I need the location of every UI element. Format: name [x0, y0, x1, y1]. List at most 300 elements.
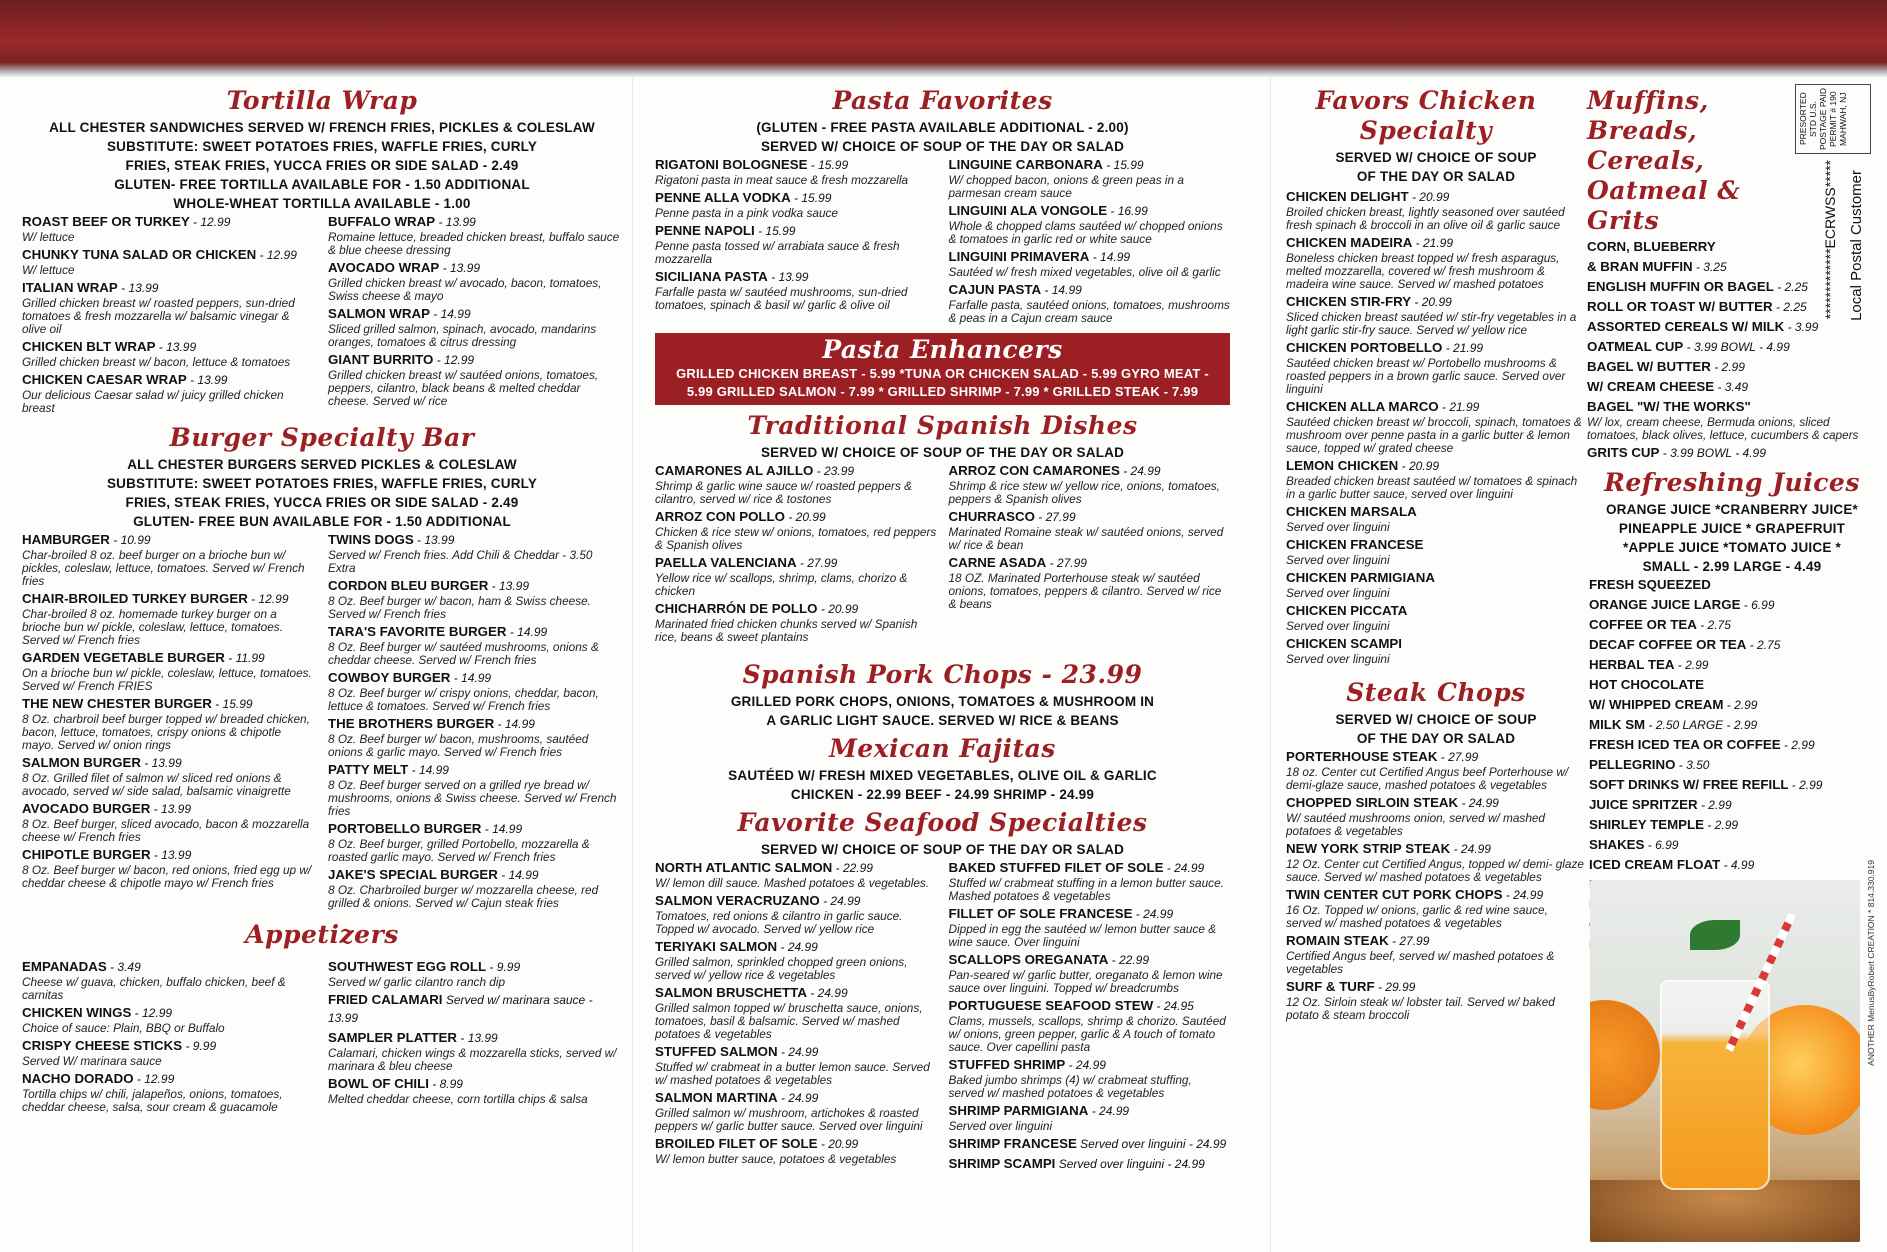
menu-item: [1589, 796, 1877, 814]
menu-item: [949, 1102, 1231, 1133]
item-price: - 14.99: [481, 822, 523, 836]
item-name: SHRIMP SCAMPI: [948, 1156, 1056, 1171]
item-price: - 9.99: [486, 960, 521, 974]
menu-item: [22, 1070, 316, 1114]
item-price: - 3.99 BOWL - 4.99: [1659, 446, 1766, 460]
item-name: CHICKEN PARMIGIANA: [1286, 570, 1435, 585]
item-price: - 27.99: [1046, 556, 1087, 570]
item-description: 16 Oz. Topped w/ onions, garlic & red wine sauce, served w/ mashed potatoes & vegetables: [1286, 903, 1548, 930]
menu-item: [1589, 636, 1877, 654]
item-name: CHICKEN PORTOBELLO: [1286, 340, 1443, 355]
menu-item: [655, 859, 937, 890]
item-name: GARDEN VEGETABLE BURGER: [22, 650, 225, 665]
item-price: - 15.99: [211, 697, 253, 711]
item-price: - 27.99: [796, 556, 838, 570]
item-name: LINGUINI PRIMAVERA: [948, 249, 1090, 264]
item-name: SICILIANA PASTA: [655, 269, 768, 284]
item-name: CHICKEN MADEIRA: [1286, 235, 1413, 250]
menu-item: [328, 715, 622, 759]
item-name: GRITS CUP: [1587, 445, 1660, 460]
item-name: PENNE NAPOLI: [655, 223, 755, 238]
menu-item: [1286, 794, 1586, 838]
postal-customer: Local Postal Customer: [1848, 170, 1865, 321]
item-price: - 15.99: [807, 158, 849, 172]
item-price: - 12.99: [247, 592, 289, 606]
item-price: - 13.99: [155, 340, 197, 354]
steak-notes: [1286, 710, 1586, 748]
section-note: SERVED W/ CHOICE OF SOUP: [1335, 712, 1537, 727]
item-price: - 24.99: [1119, 464, 1161, 478]
menu-item: [655, 1043, 937, 1087]
item-description: Sautéed chicken breast w/ broccoli, spinach, tomatoes & mushroom over penne pasta in a garlic butter & lemon sauce, topped w/ grated cheese: [1286, 415, 1582, 455]
item-price: - 4.99: [1720, 858, 1755, 872]
item-price: - 8.99: [428, 1077, 463, 1091]
menu-item: [1589, 736, 1877, 754]
item-name: CHOPPED SIRLOIN STEAK: [1286, 795, 1459, 810]
item-name: NACHO DORADO: [22, 1071, 134, 1086]
item-price: - 3.49: [1714, 380, 1749, 394]
section-title-seafood: Favorite Seafood Specialties: [737, 808, 1148, 837]
section-note: GLUTEN- FREE TORTILLA AVAILABLE FOR - 1.50 ADDITIONAL: [114, 177, 530, 192]
menu-item: [949, 997, 1231, 1054]
item-price: - 3.50: [1675, 758, 1710, 772]
item-name: PAELLA VALENCIANA: [655, 555, 797, 570]
item-description: Our delicious Caesar salad w/ juicy grilled chicken breast: [22, 388, 284, 415]
menu-item: [1589, 676, 1877, 694]
item-name: ARROZ CON CAMARONES: [948, 463, 1120, 478]
menu-item: [328, 669, 622, 713]
item-description: Broiled chicken breast, lightly seasoned over sautéed fresh spinach & broccoli in an olive oil & garlic sauce: [1286, 205, 1565, 232]
item-description: Shrimp & rice stew w/ yellow rice, onions, tomatoes, peppers & Spanish olives: [948, 479, 1220, 506]
item-name: ITALIAN WRAP: [22, 280, 118, 295]
item-description: Grilled salmon w/ mushroom, artichokes & roasted peppers w/ garlic butter sauce. Served over linguini: [655, 1106, 923, 1133]
menu-item: [328, 866, 622, 910]
menu-item: [328, 351, 622, 408]
menu-item: [1589, 696, 1877, 714]
appetizer-items: [22, 958, 622, 1116]
menu-item: [328, 259, 622, 303]
item-price: - 2.99: [1697, 798, 1732, 812]
item-name: PENNE ALLA VODKA: [655, 190, 791, 205]
menu-item: [22, 1037, 316, 1068]
menu-item: [328, 1029, 622, 1073]
item-price: - 13.99: [150, 848, 192, 862]
burger-notes: [22, 455, 622, 531]
item-description: 12 Oz. Sirloin steak w/ lobster tail. Served w/ baked potato & steam broccoli: [1286, 995, 1555, 1022]
menu-item: [1286, 293, 1586, 337]
item-price: - 20.99: [1408, 190, 1450, 204]
item-description: Calamari, chicken wings & mozzarella sticks, served w/ marinara & bleu cheese: [328, 1046, 617, 1073]
item-price: - 22.99: [832, 861, 873, 875]
ecrwss-label: *************ECRWSS*****: [1822, 160, 1838, 320]
item-price: - 6.99: [1644, 838, 1679, 852]
item-name: FILLET OF SOLE FRANCESE: [948, 906, 1133, 921]
item-description: Shrimp & garlic wine sauce w/ roasted peppers & cilantro, served w/ rice & tostones: [655, 479, 913, 506]
item-name: OATMEAL CUP: [1587, 339, 1684, 354]
menu-item: [1286, 234, 1586, 291]
menu-item: [22, 649, 316, 693]
item-name: SALMON VERACRUZANO: [655, 893, 820, 908]
section-title-steak: Steak Chops: [1346, 678, 1526, 707]
item-description: Romaine lettuce, breaded chicken breast, buffalo sauce & blue cheese dressing: [328, 230, 620, 257]
item-name: TARA'S FAVORITE BURGER: [328, 624, 507, 639]
section-note: (GLUTEN - FREE PASTA AVAILABLE ADDITIONAL - 2.00): [756, 120, 1129, 135]
item-description: Pan-seared w/ garlic butter, oreganato & lemon wine sauce over linguini. Topped w/ breadcrumbs: [948, 968, 1223, 995]
item-price: - 13.99: [767, 270, 809, 284]
item-name: ICED CREAM FLOAT: [1589, 857, 1721, 872]
item-price: - 14.99: [497, 868, 539, 882]
item-description: Certified Angus beef, served w/ mashed potatoes & vegetables: [1286, 949, 1555, 976]
steak-items: [1286, 748, 1586, 1022]
menu-item: [949, 554, 1231, 611]
item-name: THE BROTHERS BURGER: [328, 716, 495, 731]
menu-item: [949, 508, 1231, 552]
menu-item: [1589, 716, 1877, 734]
item-price: - 24.99: [1502, 888, 1544, 902]
item-description: Penne pasta tossed w/ arrabiata sauce & fresh mozzarella: [655, 239, 900, 266]
item-price: - 27.99: [1388, 934, 1430, 948]
item-description: Breaded chicken breast sautéed w/ tomatoes & spinach in a garlic butter sauce, served over linguini: [1286, 474, 1578, 501]
juice-list: [1587, 500, 1877, 557]
item-description: Served over linguini: [1286, 619, 1390, 633]
menu-item: [22, 800, 316, 844]
item-name: SHIRLEY TEMPLE: [1589, 817, 1705, 832]
pasta-items: [655, 156, 1230, 327]
item-name: JUICE SPRITZER: [1589, 797, 1698, 812]
item-price: - 13.99: [488, 579, 530, 593]
item-name: ROAST BEEF OR TURKEY: [22, 214, 190, 229]
item-description: Yellow rice w/ scallops, shrimp, clams, chorizo & chicken: [655, 571, 908, 598]
section-note: SUBSTITUTE: SWEET POTATOES FRIES, WAFFLE FRIES, CURLY: [106, 476, 538, 491]
enhancers-line-1: GRILLED CHICKEN BREAST - 5.99 *TUNA OR CHICKEN SALAD - 5.99 GYRO MEAT -: [676, 366, 1209, 381]
item-name: ARROZ CON POLLO: [655, 509, 786, 524]
item-description: 12 Oz. Center cut Certified Angus, topped w/ demi- glaze sauce. Served w/ mashed potatoes & vegetables: [1286, 857, 1584, 884]
menu-item: [22, 279, 316, 336]
menu-item: [22, 213, 316, 244]
item-price: - 10.99: [109, 533, 151, 547]
item-price: - 24.99: [806, 986, 848, 1000]
orange-fruit: [1590, 1000, 1660, 1110]
menu-item: [655, 156, 937, 187]
menu-item: [655, 222, 937, 266]
menu-item: [1286, 886, 1586, 930]
item-description: Sliced grilled salmon, spinach, avocado, mandarins oranges, tomatoes & citrus dressing: [328, 322, 597, 349]
item-name: SALMON BURGER: [22, 755, 141, 770]
section-title-appetizers: Appetizers: [245, 920, 399, 949]
item-description: 8 Oz. Beef burger w/ sautéed mushrooms, onions & cheddar cheese. Served w/ French fries: [328, 640, 599, 667]
item-description: 8 Oz. Beef burger, grilled Portobello, mozzarella & roasted garlic mayo. Served w/ French fries: [328, 837, 590, 864]
item-description: W/ lemon dill sauce. Mashed potatoes & vegetables.: [655, 876, 930, 890]
menu-item: [1286, 188, 1586, 232]
section-note: A GARLIC LIGHT SAUCE. SERVED W/ RICE & BEANS: [766, 713, 1119, 728]
fajitas-line-2: CHICKEN - 22.99 BEEF - 24.99 SHRIMP - 24.99: [790, 787, 1095, 802]
item-description: Farfalle pasta, sautéed onions, tomatoes, mushrooms & peas in a Cajun cream sauce: [948, 298, 1230, 325]
item-price: Served over linguini - 24.99: [1076, 1137, 1227, 1151]
chicken-notes: [1286, 148, 1586, 186]
item-name: CHICKEN BLT WRAP: [22, 339, 156, 354]
item-name: PORTERHOUSE STEAK: [1286, 749, 1438, 764]
item-price: - 12.99: [256, 248, 297, 262]
item-name: HOT CHOCOLATE: [1589, 677, 1704, 692]
menu-item: [1589, 576, 1877, 594]
item-price: - 2.25: [1772, 300, 1807, 314]
item-description: Char-broiled 8 oz. beef burger on a brioche bun w/ pickles, coleslaw, lettuce, tomatoes. Served w/ French fries: [22, 548, 305, 588]
menu-item: [328, 213, 622, 257]
item-name: CHUNKY TUNA SALAD OR CHICKEN: [22, 247, 257, 262]
item-price: - 9.99: [182, 1039, 217, 1053]
item-price: - 24.95: [1153, 999, 1194, 1013]
item-name: CAMARONES AL AJILLO: [655, 463, 814, 478]
item-price: - 2.99: [1788, 778, 1823, 792]
menu-item: [1587, 398, 1877, 442]
item-description: Farfalle pasta w/ sautéed mushrooms, sun-dried tomatoes, spinach & basil w/ garlic & olive oil: [655, 285, 908, 312]
item-price: - 2.99: [1710, 360, 1745, 374]
item-name: HERBAL TEA: [1589, 657, 1675, 672]
item-description: Served w/ garlic cilantro ranch dip: [328, 975, 506, 989]
menu-item: [1587, 338, 1877, 356]
item-price: - 11.99: [224, 651, 265, 665]
menu-item: [949, 156, 1231, 200]
item-price: - 24.99: [1065, 1058, 1106, 1072]
menu-item: [949, 951, 1231, 995]
postage-stamp: PRESORTED STD U.S. POSTAGE PAID PERMIT # 190 MAHWAH, NJ: [1795, 84, 1871, 154]
item-name: BROILED FILET OF SOLE: [655, 1136, 818, 1151]
item-description: 8 Oz. Charbroiled burger w/ mozzarella cheese, red grilled & onions. Served w/ Cajun steak fries: [328, 883, 599, 910]
item-description: Grilled chicken breast w/ roasted peppers, sun-dried tomatoes & fresh mozzarella w/ balsamic vinegar & olive oil: [22, 296, 295, 336]
section-title-porkchops: Spanish Pork Chops - 23.99: [742, 660, 1143, 689]
item-description: Sautéed w/ fresh mixed vegetables, olive oil & garlic: [948, 265, 1221, 279]
item-description: Tomatoes, red onions & cilantro in garlic sauce. Topped w/ avocado. Served w/ yellow rice: [655, 909, 903, 936]
item-price: - 2.99: [1674, 658, 1709, 672]
item-price: - 13.99: [140, 756, 182, 770]
item-name: CHICKEN PICCATA: [1286, 603, 1408, 618]
item-price: - 27.99: [1437, 750, 1479, 764]
item-name: CAJUN PASTA: [948, 282, 1042, 297]
item-name: STUFFED SHRIMP: [948, 1057, 1066, 1072]
menu-item: [1589, 856, 1877, 874]
item-name: STUFFED SALMON: [655, 1044, 778, 1059]
item-price: - 20.99: [817, 1137, 859, 1151]
menu-item: [1286, 932, 1586, 976]
item-name: ORANGE JUICE LARGE: [1589, 597, 1741, 612]
section-note: PINEAPPLE JUICE * GRAPEFRUIT: [1618, 521, 1846, 536]
item-price: - 20.99: [817, 602, 859, 616]
section-note: ALL CHESTER SANDWICHES SERVED W/ FRENCH FRIES, PICKLES & COLESLAW: [49, 120, 595, 135]
item-description: Sautéed chicken breast w/ Portobello mushrooms & roasted peppers in a brown garlic sauce. Served over linguini: [1286, 356, 1566, 396]
menu-item: [1286, 635, 1586, 666]
item-name: FRESH SQUEEZED: [1589, 577, 1711, 592]
item-description: 8 Oz. Beef burger w/ bacon, mushrooms, sautéed onions & garlic mayo. Served w/ French fries: [328, 732, 589, 759]
item-description: 18 OZ. Marinated Porterhouse steak w/ sautéed onions, tomatoes, peppers & cilantro. Served w/ rice & beans: [948, 571, 1222, 611]
item-price: - 14.99: [408, 763, 449, 777]
menu-item: [1286, 978, 1586, 1022]
item-name: SOUTHWEST EGG ROLL: [328, 959, 487, 974]
item-price: - 15.99: [754, 224, 796, 238]
item-price: - 14.99: [429, 307, 471, 321]
item-price: - 12.99: [189, 215, 231, 229]
item-name: SALMON MARTINA: [655, 1090, 778, 1105]
menu-item: [1286, 457, 1586, 501]
item-price: - 24.99: [777, 1091, 819, 1105]
item-name: DECAF COFFEE OR TEA: [1589, 637, 1747, 652]
item-name: ASSORTED CEREALS W/ MILK: [1587, 319, 1785, 334]
item-description: Choice of sauce: Plain, BBQ or Buffalo: [22, 1021, 225, 1035]
item-name: COWBOY BURGER: [328, 670, 451, 685]
panel-fold: [632, 78, 633, 1252]
item-name: NEW YORK STRIP STEAK: [1286, 841, 1451, 856]
spanish-items: [655, 462, 1230, 646]
section-title-pasta: Pasta Favorites: [832, 86, 1053, 115]
item-price: Served over linguini - 24.99: [1055, 1157, 1205, 1171]
item-description: Char-broiled 8 oz. homemade turkey burger on a brioche bun w/ pickle, coleslaw, lettuce, tomatoes. Served w/ French fries: [22, 607, 283, 647]
menu-item: [1286, 602, 1586, 633]
item-name: SHRIMP FRANCESE: [948, 1136, 1077, 1151]
menu-item: [328, 305, 622, 349]
menu-item: [1589, 776, 1877, 794]
item-description: Cheese w/ guava, chicken, buffalo chicken, beef & carnitas: [22, 975, 286, 1002]
item-description: Grilled chicken breast w/ sautéed onions, tomatoes, peppers, cilantro, black beans & melted cheddar cheese. Served w/ rice: [328, 368, 599, 408]
menu-item: [949, 1056, 1231, 1100]
item-name: CORN, BLUEBERRY: [1587, 239, 1716, 254]
item-price: - 13.99: [413, 533, 455, 547]
item-description: Grilled salmon topped w/ bruschetta sauce, onions, tomatoes, basil & balsamic. Served w/ mashed potatoes & vegetables: [655, 1001, 923, 1041]
item-name: FRIED CALAMARI: [328, 992, 443, 1007]
item-description: Served W/ marinara sauce: [22, 1054, 162, 1068]
item-price: - 2.75: [1746, 638, 1781, 652]
item-name: MILK SM: [1589, 717, 1646, 732]
item-price: - 16.99: [1107, 204, 1148, 218]
section-note: OF THE DAY OR SALAD: [1356, 731, 1516, 746]
item-name: CHICKEN ALLA MARCO: [1286, 399, 1439, 414]
item-price: - 3.25: [1692, 260, 1727, 274]
item-name: RIGATONI BOLOGNESE: [655, 157, 808, 172]
column-2: [655, 82, 1230, 1175]
item-price: - 24.99: [1163, 861, 1205, 875]
item-name: CORDON BLEU BURGER: [328, 578, 489, 593]
menu-item: [655, 1089, 937, 1133]
item-name: COFFEE OR TEA: [1589, 617, 1697, 632]
item-price: - 13.99: [457, 1031, 498, 1045]
section-note: *APPLE JUICE *TOMATO JUICE *: [1623, 540, 1841, 555]
item-price: - 12.99: [133, 1072, 175, 1086]
section-title-tortilla: Tortilla Wrap: [226, 86, 418, 115]
item-price: - 14.99: [494, 717, 535, 731]
item-description: 8 Oz. Beef burger served on a grilled rye bread w/ mushrooms, onions & Swiss cheese. Served w/ French fries: [328, 778, 617, 818]
item-name: CHICKEN WINGS: [22, 1005, 132, 1020]
item-description: Served over linguini: [1286, 520, 1390, 534]
item-name: CHURRASCO: [948, 509, 1035, 524]
item-name: ROLL OR TOAST W/ BUTTER: [1587, 299, 1773, 314]
item-price: - 13.99: [117, 281, 159, 295]
menu-item: [328, 820, 622, 864]
item-name: PORTUGUESE SEAFOOD STEW: [948, 998, 1154, 1013]
item-name: PELLEGRINO: [1589, 757, 1676, 772]
item-description: Grilled salmon, sprinkled chopped green onions, served w/ yellow rice & vegetables: [655, 955, 908, 982]
item-description: Dipped in egg the sautéed w/ lemon butter sauce & wine sauce. Over linguini: [948, 922, 1217, 949]
section-note: FRIES, STEAK FRIES, YUCCA FRIES OR SIDE SALAD - 2.49: [125, 158, 519, 173]
menu-item: [1589, 816, 1877, 834]
menu-item: [655, 600, 937, 644]
item-price: - 15.99: [790, 191, 832, 205]
item-name: CHICKEN CAESAR WRAP: [22, 372, 187, 387]
section-title-fajitas: Mexican Fajitas: [829, 734, 1056, 763]
item-name: PATTY MELT: [328, 762, 409, 777]
item-price: - 24.99: [1088, 1104, 1130, 1118]
section-title-burger: Burger Specialty Bar: [169, 423, 475, 452]
item-name: CHICKEN SCAMPI: [1286, 636, 1402, 651]
section-title-juices: Refreshing Juices: [1604, 468, 1860, 497]
item-name: SAMPLER PLATTER: [328, 1030, 458, 1045]
item-name: LINGUINI ALA VONGOLE: [948, 203, 1108, 218]
item-price: - 24.99: [1450, 842, 1491, 856]
item-name: CHICKEN MARSALA: [1286, 504, 1417, 519]
item-name: CARNE ASADA: [948, 555, 1047, 570]
item-description: W/ lettuce: [22, 230, 75, 244]
item-price: - 13.99: [435, 215, 476, 229]
item-description: Baked jumbo shrimps (4) w/ crabmeat stuffing, served w/ mashed potatoes & vegetables: [948, 1073, 1192, 1100]
item-name: SCALLOPS OREGANATA: [948, 952, 1109, 967]
menu-item: [949, 1155, 1231, 1173]
item-name: LINGUINE CARBONARA: [948, 157, 1103, 172]
section-title-enhancers: Pasta Enhancers: [822, 335, 1063, 364]
tortilla-notes: [22, 118, 622, 213]
item-price: - 2.75: [1696, 618, 1731, 632]
menu-item: [949, 1135, 1231, 1153]
menu-item: [655, 892, 937, 936]
menu-item: [1587, 358, 1877, 376]
item-name: GIANT BURRITO: [328, 352, 434, 367]
menu-item: [949, 462, 1231, 506]
item-name: CHICKEN FRANCESE: [1286, 537, 1424, 552]
item-price: - 3.99: [1784, 320, 1819, 334]
item-price: - 2.50 LARGE - 2.99: [1645, 718, 1758, 732]
item-description: 8 Oz. Beef burger w/ crispy onions, cheddar, bacon, lettuce & tomatoes. Served w/ French fries: [328, 686, 599, 713]
leaf: [1690, 920, 1740, 950]
porkchops-desc: [655, 692, 1230, 730]
item-price: - 24.99: [1458, 796, 1499, 810]
item-price: - 15.99: [1102, 158, 1144, 172]
menu-item: [22, 695, 316, 752]
item-price: - 21.99: [1438, 400, 1480, 414]
item-name: NORTH ATLANTIC SALMON: [655, 860, 833, 875]
menu-item: [1286, 569, 1586, 600]
item-name: PORTOBELLO BURGER: [328, 821, 482, 836]
menu-item: [22, 338, 316, 369]
menu-item: [22, 531, 316, 588]
item-description: 8 Oz. Grilled filet of salmon w/ sliced red onions & avocado, served w/ side salad, balsamic vinaigrette: [22, 771, 291, 798]
menu-item: [328, 958, 622, 989]
item-price: - 14.99: [1041, 283, 1082, 297]
menu-item: [655, 938, 937, 982]
item-price: - 27.99: [1034, 510, 1076, 524]
menu-item: [1589, 596, 1877, 614]
item-name: CHAIR-BROILED TURKEY BURGER: [22, 591, 248, 606]
item-price: - 3.49: [106, 960, 141, 974]
item-description: Melted cheddar cheese, corn tortilla chips & salsa: [328, 1092, 588, 1106]
item-description: Boneless chicken breast topped w/ fresh asparagus, melted mozzarella, covered w/ fresh mushroom & madeira wine sauce. Served w/ mashed potatoes: [1286, 251, 1560, 291]
item-description: W/ chopped bacon, onions & green peas in a parmesan cream sauce: [948, 173, 1184, 200]
item-price: - 20.99: [785, 510, 826, 524]
item-description: 8 Oz. Beef burger w/ bacon, red onions, fried egg up w/ cheddar cheese & chipotle mayo w/ French fries: [22, 863, 312, 890]
item-name: AVOCADO WRAP: [328, 260, 440, 275]
pasta-enhancers-box: [655, 333, 1230, 405]
item-name: JAKE'S SPECIAL BURGER: [328, 867, 498, 882]
item-description: Stuffed w/ crabmeat in a butter lemon sauce. Served w/ mashed potatoes & vegetables: [655, 1060, 930, 1087]
item-description: Served over linguini: [948, 1119, 1053, 1133]
item-name: FRESH ICED TEA OR COFFEE: [1589, 737, 1781, 752]
item-price: - 2.99: [1780, 738, 1815, 752]
section-note: SERVED W/ CHOICE OF SOUP OF THE DAY OR SALAD: [760, 842, 1125, 857]
